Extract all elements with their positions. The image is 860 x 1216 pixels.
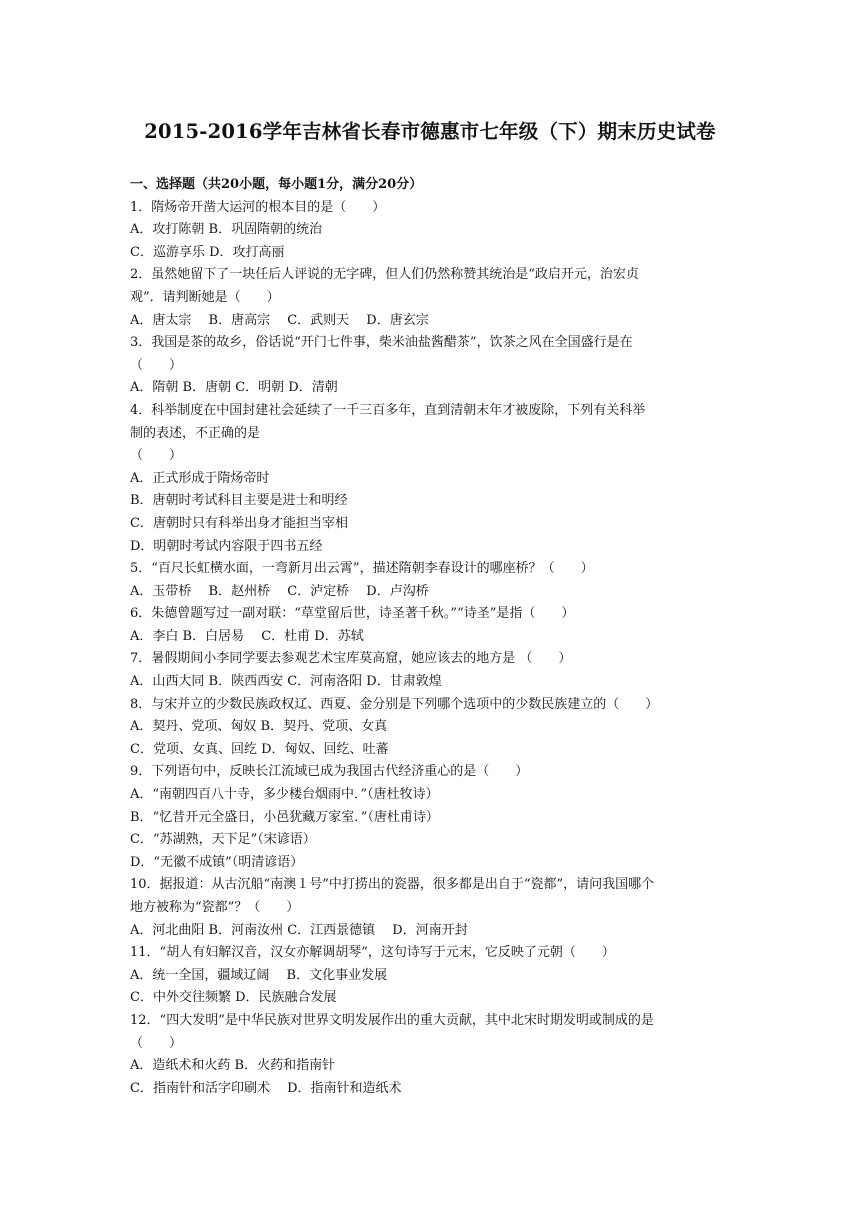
question-line: D．明朝时考试内容限于四书五经	[130, 538, 323, 554]
question-line: 观”．请判断她是（ ）	[130, 289, 280, 305]
question-line: C．唐朝时只有科举出身才能担当宰相	[130, 515, 348, 531]
question-list	[130, 174, 750, 1100]
question-line: （ ）	[130, 448, 183, 464]
question-line: B．唐朝时考试科目主要是进士和明经	[130, 493, 348, 509]
question-line: A．河北曲阳 B．河南汝州 C．江西景德镇 D．河南开封	[130, 922, 468, 938]
question-line: C．党项、女真、回纥 D．匈奴、回纥、吐蕃	[130, 741, 389, 757]
question-line: C．指南针和活字印刷术 D．指南针和造纸术	[130, 1080, 402, 1096]
question-line: A．造纸术和火药 B．火药和指南针	[130, 1058, 336, 1074]
question-line: C．巡游享乐 D．攻打高丽	[130, 244, 285, 260]
question-line: 12．“四大发明”是中华民族对世界文明发展作出的重大贡献，其中北宋时期发明或制成的是	[130, 1012, 654, 1028]
question-line: 8．与宋并立的少数民族政权辽、西夏、金分别是下列哪个选项中的少数民族建立的（ ）	[130, 696, 659, 712]
question-line: 11．“胡人有妇解汉音，汉女亦解调胡琴”，这句诗写于元末，它反映了元朝（ ）	[130, 945, 615, 961]
question-line: （ ）	[130, 357, 183, 373]
question-line: A．统一全国，疆域辽阔 B．文化事业发展	[130, 967, 388, 983]
question-line: A．山西大同 B．陕西西安 C．河南洛阳 D．甘肃敦煌	[130, 674, 442, 690]
question-line: 2．虽然她留下了一块任后人评说的无字碑，但人们仍然称赞其统治是“政启开元，治宏贞	[130, 267, 639, 283]
question-line: A．隋朝 B．唐朝 C．明朝 D．清朝	[130, 380, 338, 396]
question-line: A．攻打陈朝 B．巩固隋朝的统治	[130, 222, 323, 238]
exam-title: 2015-2016学年吉林省长春市德惠市七年级（下）期末历史试卷	[144, 120, 716, 143]
question-line: 6．朱德曾题写过一副对联：“草堂留后世，诗圣著千秋。”“诗圣”是指（ ）	[130, 606, 575, 622]
question-line: C．“苏湖熟，天下足”（宋谚语）	[130, 832, 316, 848]
question-line: 7．暑假期间小李同学要去参观艺术宝库莫高窟，她应该去的地方是 （ ）	[130, 651, 572, 667]
question-line: 1．隋炀帝开凿大运河的根本目的是（ ）	[130, 199, 386, 215]
question-line: A．唐太宗 B．唐高宗 C．武则天 D．唐玄宗	[130, 312, 429, 328]
question-line: 10．据报道：从古沉船“南澳１号”中打捞出的瓷器，很多都是出自于“瓷都”，请问我国哪个	[130, 877, 655, 893]
question-line: 9．下列语句中，反映长江流域已成为我国古代经济重心的是（ ）	[130, 764, 529, 780]
section-heading: 一、选择题（共20小题，每小题1分，满分20分）	[130, 177, 423, 192]
question-line: 4．科举制度在中国封建社会延续了一千三百多年，直到清朝末年才被废除，下列有关科举	[130, 402, 646, 418]
question-line: A．正式形成于隋炀帝时	[130, 470, 270, 486]
question-line: C．中外交往频繁 D．民族融合发展	[130, 990, 337, 1006]
question-line: A．李白 B．白居易 C．杜甫 D．苏轼	[130, 628, 364, 644]
question-line: 制的表述，不正确的是	[130, 425, 261, 441]
question-line: 地方被称为“瓷都”？（ ）	[130, 900, 300, 915]
question-lines	[130, 197, 750, 1101]
question-line: A．玉带桥 B．赵州桥 C．泸定桥 D．卢沟桥	[130, 583, 429, 599]
question-line: A．“南朝四百八十寺，多少楼台烟雨中．”（唐杜牧诗）	[130, 787, 439, 803]
question-line: 5．“百尺长虹横水面，一弯新月出云霄”，描述隋朝李春设计的哪座桥？（ ）	[130, 561, 594, 577]
question-line: D．“无徽不成镇”（明清谚语）	[130, 854, 304, 870]
question-line: 3．我国是茶的故乡，俗话说“开门七件事，柴米油盐酱醋茶”，饮茶之风在全国盛行是在	[130, 335, 633, 351]
question-line: （ ）	[130, 1035, 183, 1051]
question-line: A．契丹、党项、匈奴 B．契丹、党项、女真	[130, 719, 388, 735]
question-line: B．“忆昔开元全盛日，小邑犹藏万家室．”（唐杜甫诗）	[130, 809, 439, 825]
